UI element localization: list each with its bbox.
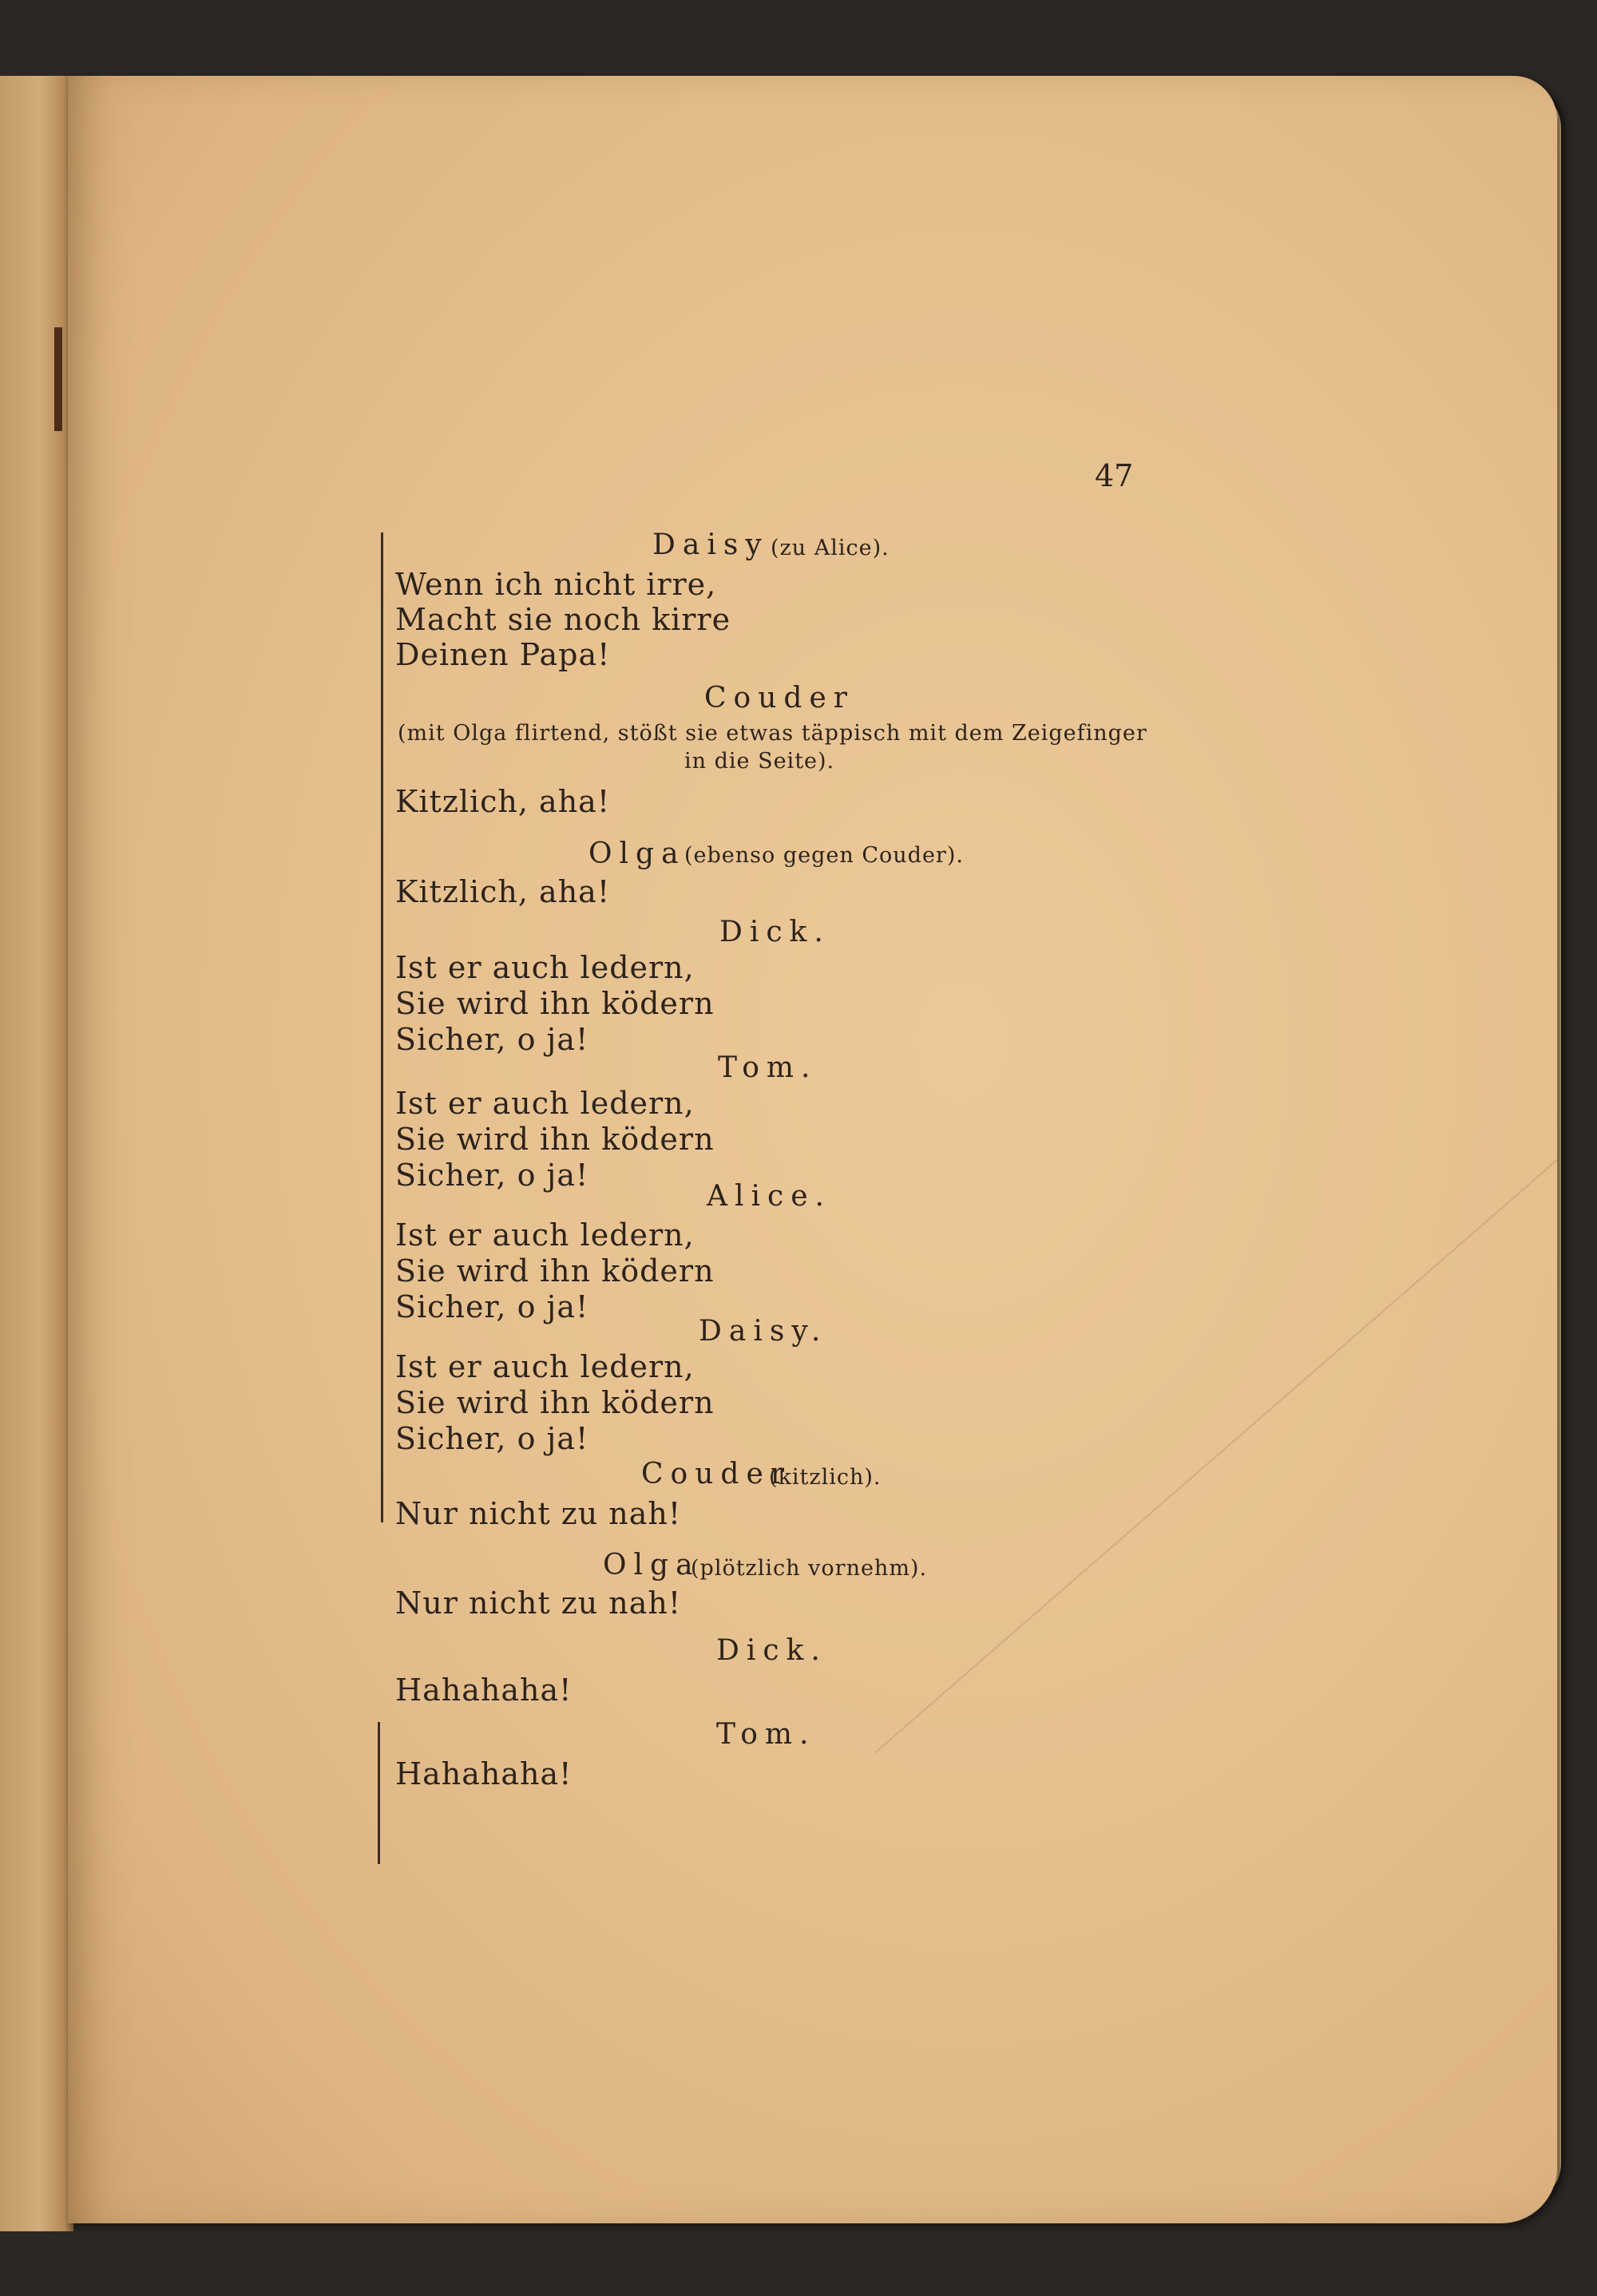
- bookmark-ribbon: [54, 327, 62, 431]
- stage-direction: (zu Alice).: [771, 536, 890, 560]
- stage-direction: (mit Olga flirtend, stößt sie etwas täppisch mit dem Zeigefinger: [398, 721, 1147, 746]
- verse-line: Sicher, o ja!: [395, 1421, 589, 1456]
- speaker-label: Couder: [704, 682, 854, 715]
- speaker-label: Daisy: [652, 528, 769, 561]
- speaker-label: Tom.: [718, 1051, 818, 1084]
- verse-line: Ist er auch ledern,: [395, 1086, 695, 1121]
- stage-direction: (ebenso gegen Couder).: [684, 843, 964, 868]
- verse-line: Sicher, o ja!: [395, 1022, 589, 1057]
- stage-direction: (kitzlich).: [769, 1465, 882, 1490]
- verse-line: Macht sie noch kirre: [395, 602, 731, 637]
- book-page: [68, 76, 1557, 2223]
- speaker-label: Couder: [641, 1458, 791, 1490]
- verse-line: Sicher, o ja!: [395, 1158, 589, 1193]
- verse-line: Sie wird ihn ködern: [395, 986, 715, 1021]
- speaker-label: Dick.: [719, 916, 830, 948]
- verse-line: Nur nicht zu nah!: [395, 1496, 682, 1531]
- speaker-label: Dick.: [716, 1634, 827, 1667]
- speaker-label: Olga: [588, 837, 686, 870]
- verse-line: Deinen Papa!: [395, 637, 611, 672]
- verse-line: Hahahaha!: [395, 1756, 573, 1791]
- verse-line: Ist er auch ledern,: [395, 950, 695, 985]
- verse-line: Sie wird ihn ködern: [395, 1253, 715, 1289]
- verse-line: Kitzlich, aha!: [395, 874, 611, 909]
- bracket-bar-laugh: [378, 1722, 380, 1864]
- page-number: 47: [1095, 458, 1134, 493]
- verse-line: Ist er auch ledern,: [395, 1217, 695, 1253]
- verse-line: Sie wird ihn ködern: [395, 1385, 715, 1420]
- verse-line: Sie wird ihn ködern: [395, 1122, 715, 1157]
- speaker-label: Olga: [603, 1549, 700, 1581]
- stage-direction: in die Seite).: [684, 749, 835, 774]
- page-fold-crease: [874, 1150, 1557, 1754]
- facing-page-edge: [0, 76, 73, 2231]
- bracket-bar-main: [381, 532, 383, 1522]
- verse-line: Sicher, o ja!: [395, 1289, 589, 1324]
- verse-line: Kitzlich, aha!: [395, 784, 611, 819]
- verse-line: Hahahaha!: [395, 1673, 573, 1708]
- stage-direction: (plötzlich vornehm).: [691, 1556, 928, 1581]
- speaker-label: Alice.: [707, 1180, 831, 1213]
- verse-line: Nur nicht zu nah!: [395, 1585, 682, 1621]
- verse-line: Wenn ich nicht irre,: [395, 567, 717, 602]
- speaker-label: Daisy.: [699, 1315, 828, 1348]
- verse-line: Ist er auch ledern,: [395, 1349, 695, 1384]
- speaker-label: Tom.: [716, 1718, 816, 1751]
